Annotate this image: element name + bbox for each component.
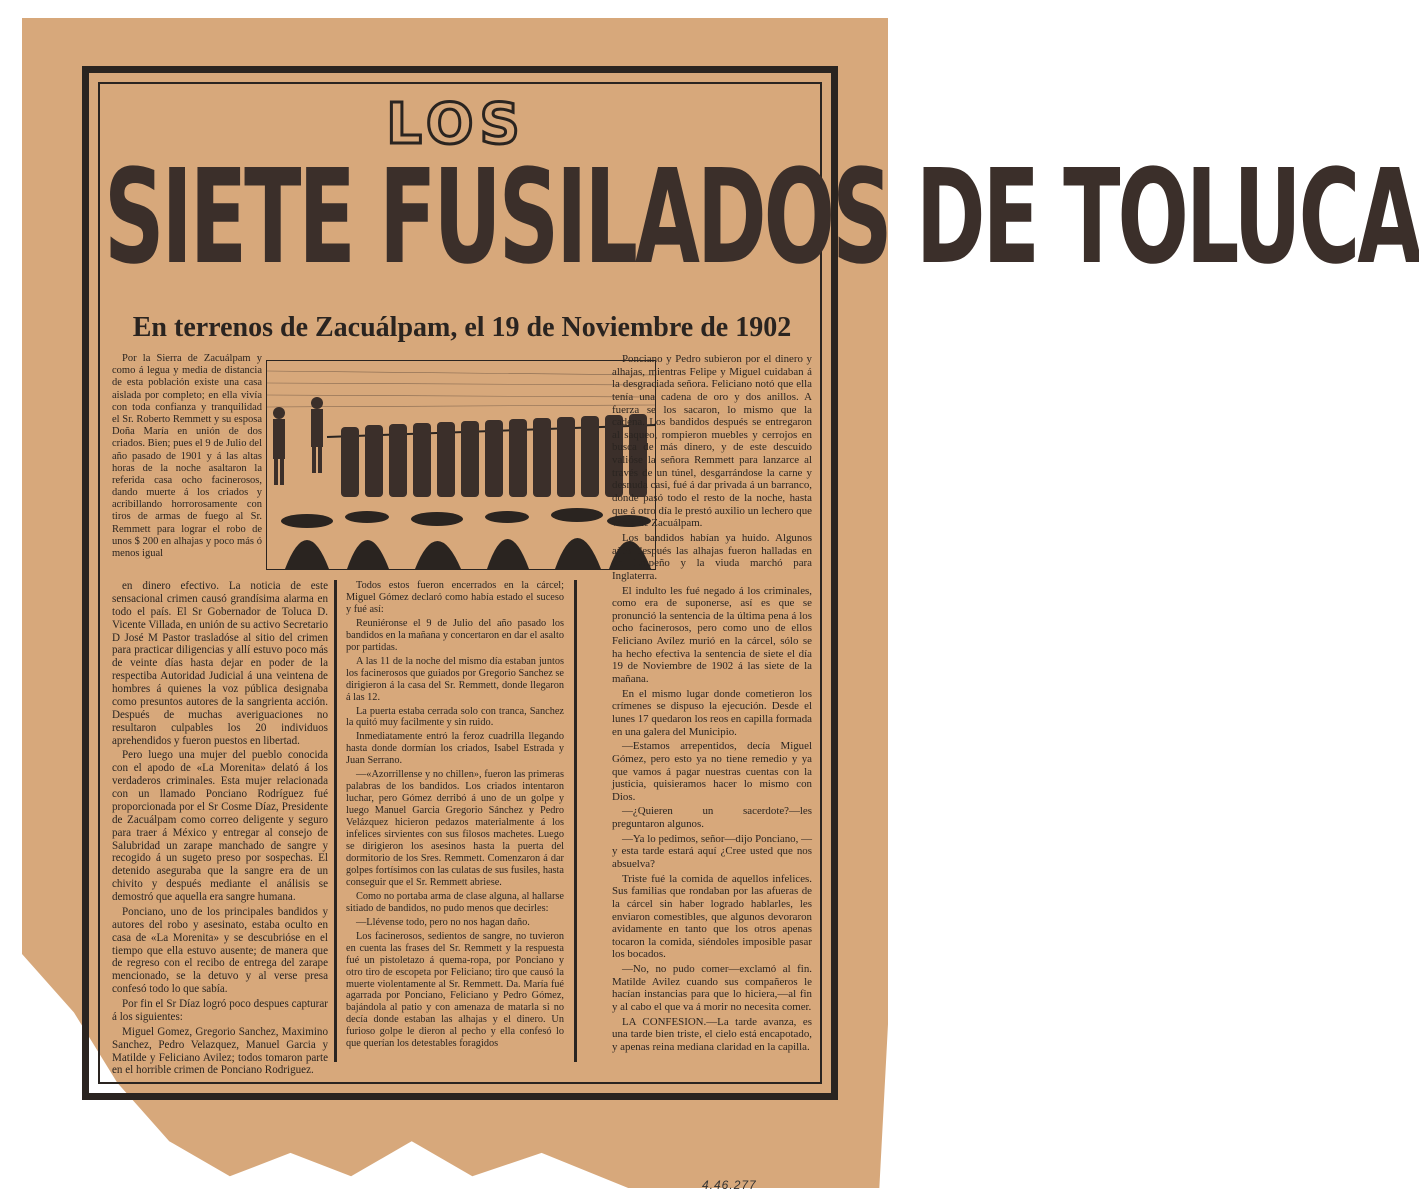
paragraph: Los facinerosos, sedientos de sangre, no tuvieron en cuenta las frases del Sr. Remmett y la respuesta fué un pistoletazo á quema-ropa, por Ponciano y otro tiro de escopeta por Feliciano; tiro que causó la muerte violentamente al Sr. Remmett. Da. María fué agarrada por Ponciano, Feliciano y Pedro Gómez, bajándola al patio y con amenaza de matarla si no decía donde estaban las alhajas y el dinero. Un furioso golpe le dieron al pecho y ella confesó lo que querían los detestables foragidos	[346, 930, 564, 1050]
catalog-number: 4.46.277	[702, 1178, 757, 1192]
paragraph: Miguel Gomez, Gregorio Sanchez, Maximino Sanchez, Pedro Velazquez, Manuel Garcia y Matilde y Feliciano Avilez; todos tomaron parte en el horrible crimen de Ponciano Rodriguez.	[112, 1025, 328, 1077]
execution-illustration	[266, 360, 656, 570]
paragraph: en dinero efectivo. La noticia de este sensacional crimen causó grandísima alarma en todo el país. El Sr Gobernador de Toluca D. Vicente Villada, en unión de su activo Secretario D José M Pastor trasladóse al sitio del crimen para practicar diligencias y allí estuvo poco más de veinte días hasta dejar en poder de la respectiba Autoridad Judicial á una veintena de hombres á quienes la voz pública designaba como presuntos autores de la sangrienta acción. Después de muchas averiguaciones no resultaron culpables los 20 individuos aprehendidos y fueron puestos en libertad.	[112, 580, 328, 747]
subtitle: En terrenos de Zacuálpam, el 19 de Noviembre de 1902	[132, 312, 792, 343]
paragraph: Ponciano, uno de los principales bandidos y autores del robo y asesinato, estaba oculto en casa de «La Morenita» y se descubrióse en el tiempo que ella estuvo ausente; de manera que de regreso con el recibo de entrega del zarape mencionado, se la detuvo y al verse presa confesó todo lo que sabía.	[112, 905, 328, 996]
paragraph: LA CONFESION.—La tarde avanza, es una tarde bien triste, el cielo está encapotado, y apenas reina mediana claridad en la capilla.	[612, 1015, 812, 1053]
paragraph: —«Azorrillense y no chillen», fueron las primeras palabras de los bandidos. Los criados intentaron luchar, pero Gómez derribó á uno de un golpe y luego Manuel Garcia Gregorio Sánchez y Pedro Velázquez hicieron pedazos materialmente á los infelices sirvientes con sus filosos machetes. Luego se dirigieron los asesinos hasta la puerta del dormitorio de los Sres. Remmett. Comenzaron á dar golpes fortísimos con las culatas de sus fusiles, hasta conseguir que el Sr. Remmett abriese.	[346, 769, 564, 888]
title-top: LOS	[386, 92, 526, 157]
paragraph: Reuniéronse el 9 de Julio del año pasado los bandidos en la mañana y concertaron en dar el asalto por partidas.	[346, 617, 564, 653]
column-divider	[574, 580, 577, 1062]
paragraph: Ponciano y Pedro subieron por el dinero y alhajas, mientras Felipe y Miguel cuidaban á la desgraciada señora. Feliciano notó que ella tenía una cadena de oro y dos anillos. A fuerza se los sacaron, lo mismo que la cadena. Los bandidos después se entregaron al saqueo, rompieron muebles y cerrojos en busca de más dinero, y de este descuido valióse la señora Remmett para lanzarce al través de un túnel, desgarrándose la carne y desnuda casi, fué á dar privada á un barranco, donde pasó todo el resto de la noche, hasta que á otro día le prestó auxilio un lechero que venía de Zacuálpam.	[612, 353, 812, 530]
paragraph: El indulto les fué negado á los criminales, como era de suponerse, así es que se pronunció la sentencia de la última pena á los ocho facinerosos, pero como uno de ellos Feliciano Avílez murió en la cárcel, sólo se ha hecho efectiva la sentencia de siete el día 19 de Noviembre de 1902 á las siete de la mañana.	[612, 584, 812, 686]
paragraph: —Estamos arrepentidos, decía Miguel Gómez, pero esto ya no tiene remedio y ya que vamos á pagar nuestras cuentas con la justicia, quisieramos hacer lo mismo con Dios.	[612, 740, 812, 803]
paragraph: Por la Sierra de Zacuálpam y como á legua y media de distancia de esta población existe una casa aislada por completo; en ella vivía con toda confianza y tranquilidad el Sr. Roberto Remmett y su esposa Doña María en unión de dos criados. Bien; pues el 9 de Julio del año pasado de 1901 y á las altas horas de la noche asaltaron la referida casa ocho facinerosos, dando muerte á los criados y acribillando horrorosamente con tiros de armas de fuego al Sr. Remmett para lograr el robo de unos $ 200 en alhajas y poco más ó menos igual	[112, 353, 262, 559]
paragraph: —¿Quieren un sacerdote?—les preguntaron algunos.	[612, 805, 812, 831]
column-divider	[334, 580, 337, 1062]
article-column-middle	[346, 580, 564, 1052]
paragraph: Por fin el Sr Díaz logró poco despues capturar á los siguientes:	[112, 998, 328, 1023]
paragraph: —Ya lo pedimos, señor—dijo Ponciano, —y esta tarde estará aquí ¿Cree usted que nos absuelva?	[612, 832, 812, 870]
paragraph: Los bandidos habían ya huido. Algunos años después las alhajas fueron halladas en un Empeño y la viuda marchó para Inglaterra.	[612, 531, 812, 582]
main-headline: SIETE FUSILADOS DE TOLUCA	[104, 141, 1419, 293]
article-column-right	[612, 353, 812, 1056]
paragraph: Como no portaba arma de clase alguna, al hallarse sitiado de bandidos, no pudo menos que decirles:	[346, 890, 564, 914]
paragraph: Todos estos fueron encerrados en la cárcel; Miguel Gómez declaró como había estado el suceso y fué así:	[346, 580, 564, 615]
paragraph: Triste fué la comida de aquellos infelices. Sus familias que rondaban por las afueras de la cárcel sin haber logrado hablarles, les enviaron comestibles, que algunos devoraron avidamente en tanto que los otros apenas tocaron la comida, siéndoles imposible pasar los bocados.	[612, 872, 812, 961]
firing-squad-icon	[267, 361, 655, 569]
paragraph: A las 11 de la noche del mismo día estaban juntos los facinerosos que guiados por Gregorio Sanchez se dirigieron á la casa del Sr. Remmett, donde llegaron á las 12.	[346, 655, 564, 703]
article-column-left-top	[112, 353, 262, 562]
paragraph: Inmediatamente entró la feroz cuadrilla llegando hasta donde dormían los criados, Isabel Estrada y Juan Serrano.	[346, 731, 564, 767]
paragraph: —No, no pudo comer—exclamó al fin. Matilde Avilez cuando sus compañeros le hacían instancias para que lo hiciera,—al fin y al cabo el que va á morir no necesita comer.	[612, 963, 812, 1014]
paragraph: Pero luego una mujer del pueblo conocida con el apodo de «La Morenita» delató á los verdaderos criminales. Esta mujer relacionada con un llamado Ponciano Rodríguez fué proporcionada por el Sr Cosme Díaz, Presidente de Zacuálpam como correo deligente y seguro para traer á México y entregar al consejo de Salubridad un zarape manchado de sangre y recogido á un sugeto preso por sospechas. El detenido aseguraba que la sangre era de un chivito y después mediante el análisis se demostró que aquella era sangre humana.	[112, 749, 328, 903]
paragraph: —Llévense todo, pero no nos hagan daño.	[356, 916, 530, 928]
paragraph: En el mismo lugar donde cometieron los crímenes se dispuso la ejecución. Desde el lunes 17 quedaron los reos en capilla formada en una galera del Municipio.	[612, 687, 812, 738]
article-column-left	[112, 580, 328, 1079]
paragraph: La puerta estaba cerrada solo con tranca, Sanchez la quitó muy facilmente y sin ruido.	[346, 705, 564, 729]
